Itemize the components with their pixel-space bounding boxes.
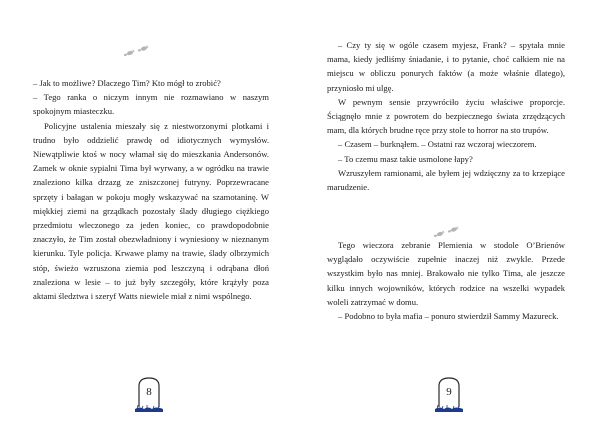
- paragraph: Policyjne ustalenia mieszały się z niestworzonymi plotkami i trudno było oddzielić prawdę od idiotycznych wymysłów. Niewątpliwie ktoś w nocy włamał się do mieszkania Andersonów. Zamek w oknie sypialni Tima był wyrwany, a w ogródku na trawie znaleziono kilka drzazg ze zniszczonej futryny. Poprzewracane sprzęty i bałagan w pokoju mogły wskazywać na szamotaninę. W miękkiej ziemi na grządkach pozostały ślady długiego ciężkiego przedmiotu wleczonego za jeden koniec, co prawdopodobnie znaczyło, że Tim został obezwładniony i wyniesiony w nieznanym kierunku. Tyle policja. Krwawe plamy na trawie, ślady olbrzymich stóp, świeżo wzruszona ziemia pod leszczyną i odrąbana dłoń znaleziona w lesie – to już były szczegóły, które krążyły poza aktami śledztwa i szeryf Watts niewiele miał z nimi wspólnego.: [33, 120, 269, 302]
- page-number-tombstone: [434, 376, 464, 414]
- paragraph: W pewnym sensie przywróciło życiu właściwe proporcje. Ściągnęło mnie z powrotem do bezpiecznego świata zrzędzących mam, dla których brudne ręce przy stole to horror na sto trupów.: [327, 96, 565, 136]
- right-page-text-section-1: [327, 38, 565, 194]
- footprints-icon: [123, 44, 153, 58]
- paragraph: – To czemu masz takie usmolone łapy?: [338, 153, 473, 164]
- paragraph: Tego wieczora zebranie Plemienia w stodole O’Brienów wyglądało oczywiście zupełnie inaczej niż zwykle. Przede wszystkim było nas mniej. Brakowało nie tylko Tima, ale jeszcze kilku innych wojowników, których rodzice na wszelki wypadek woleli zatrzymać w domu.: [327, 240, 565, 307]
- paragraph: – Jak to możliwe? Dlaczego Tim? Kto mógł to zrobić?: [33, 78, 221, 88]
- left-page-text: [33, 76, 269, 303]
- right-page: [300, 0, 600, 426]
- page-number: 8: [146, 386, 152, 398]
- paragraph: – Czy ty się w ogóle czasem myjesz, Frank? – spytała mnie mama, kiedy jedliśmy śniadanie, i to pytanie, choć całkiem nie na miejscu w obliczu ponurych faktów (a może właśnie dlatego), przyniosło mi ulgę.: [327, 40, 565, 93]
- paragraph: – Podobno to była mafia – ponuro stwierdził Sammy Mazureck.: [338, 311, 559, 322]
- page-number-tombstone: [134, 376, 164, 414]
- page-number: 9: [446, 386, 452, 398]
- paragraph: – Czasem – burknąłem. – Ostatni raz wczoraj wieczorem.: [338, 139, 537, 150]
- right-page-text-section-2: [327, 238, 565, 323]
- paragraph: Wzruszyłem ramionami, ale byłem jej wdzięczny za to krzepiące marudzenie.: [327, 167, 565, 193]
- footprints-icon: [433, 225, 463, 239]
- paragraph: – Tego ranka o niczym innym nie rozmawiano w naszym spokojnym miasteczku.: [33, 92, 269, 117]
